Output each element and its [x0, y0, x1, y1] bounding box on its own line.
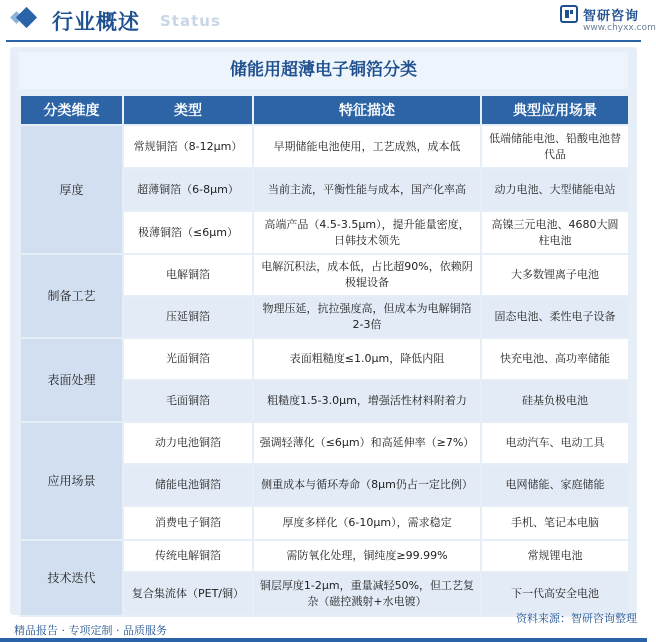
brand-url: www.chyxx.com	[583, 23, 656, 33]
header-diamond-icon	[16, 7, 37, 28]
type-cell: 常规铜箔（8-12μm）	[123, 125, 253, 168]
feature-cell: 粗糙度1.5-3.0μm，增强活性材料附着力	[253, 380, 481, 422]
header-divider	[6, 40, 641, 42]
application-cell: 快充电池、高功率储能	[481, 338, 629, 380]
application-cell: 常规锂电池	[481, 540, 629, 572]
feature-cell: 电解沉积法，成本低，占比超90%，依赖阴极辊设备	[253, 254, 481, 296]
classification-table	[19, 94, 630, 617]
application-cell: 电动汽车、电动工具	[481, 422, 629, 464]
feature-cell: 早期储能电池使用，工艺成熟，成本低	[253, 125, 481, 168]
table-row	[20, 254, 629, 296]
type-cell: 传统电解铜箔	[123, 540, 253, 572]
application-cell: 手机、笔记本电脑	[481, 506, 629, 540]
type-cell: 电解铜箔	[123, 254, 253, 296]
feature-cell: 铜层厚度1-2μm，重量减轻50%，但工艺复杂（磁控溅射+水电镀）	[253, 572, 481, 616]
category-cell: 技术迭代	[20, 540, 123, 616]
type-cell: 消费电子铜箔	[123, 506, 253, 540]
type-cell: 复合集流体（PET/铜）	[123, 572, 253, 616]
header-watermark: Status	[160, 12, 221, 30]
table-row	[20, 422, 629, 464]
application-cell: 动力电池、大型储能电站	[481, 168, 629, 211]
feature-cell: 需防氧化处理，铜纯度≥99.99%	[253, 540, 481, 572]
type-cell: 毛面铜箔	[123, 380, 253, 422]
page-title: 行业概述	[52, 10, 140, 34]
type-cell: 储能电池铜箔	[123, 464, 253, 506]
feature-cell: 当前主流，平衡性能与成本，国产化率高	[253, 168, 481, 211]
table-row	[20, 125, 629, 168]
table-row	[20, 338, 629, 380]
table-header-row	[20, 95, 629, 125]
footer-bar	[0, 638, 647, 642]
feature-cell: 物理压延，抗拉强度高，但成本为电解铜箔2-3倍	[253, 296, 481, 338]
type-cell: 压延铜箔	[123, 296, 253, 338]
type-cell: 极薄铜箔（≤6μm）	[123, 211, 253, 254]
column-header-application: 典型应用场景	[481, 95, 629, 125]
footer-tagline: 精品报告 · 专项定制 · 品质服务	[14, 624, 167, 637]
application-cell: 大多数锂离子电池	[481, 254, 629, 296]
brand-name: 智研咨询	[583, 9, 640, 24]
category-cell: 应用场景	[20, 422, 123, 540]
column-header-feature: 特征描述	[253, 95, 481, 125]
category-cell: 表面处理	[20, 338, 123, 422]
application-cell: 电网储能、家庭储能	[481, 464, 629, 506]
feature-cell: 侧重成本与循环寿命（8μm仍占一定比例）	[253, 464, 481, 506]
feature-cell: 表面粗糙度≤1.0μm，降低内阻	[253, 338, 481, 380]
application-cell: 固态电池、柔性电子设备	[481, 296, 629, 338]
feature-cell: 高端产品（4.5-3.5μm），提升能量密度，日韩技术领先	[253, 211, 481, 254]
table-title: 储能用超薄电子铜箔分类	[19, 52, 628, 89]
type-cell: 光面铜箔	[123, 338, 253, 380]
application-cell: 高镍三元电池、4680大圆柱电池	[481, 211, 629, 254]
brand-logo-icon	[560, 5, 578, 23]
feature-cell: 强调轻薄化（≤6μm）和高延伸率（≥7%）	[253, 422, 481, 464]
application-cell: 低端储能电池、铅酸电池替代品	[481, 125, 629, 168]
application-cell: 下一代高安全电池	[481, 572, 629, 616]
source-note: 资料来源：智研咨询整理	[516, 612, 637, 625]
page-header	[0, 0, 656, 40]
application-cell: 硅基负极电池	[481, 380, 629, 422]
type-cell: 超薄铜箔（6-8μm）	[123, 168, 253, 211]
column-header-dimension: 分类维度	[20, 95, 123, 125]
table-row	[20, 540, 629, 572]
category-cell: 厚度	[20, 125, 123, 254]
type-cell: 动力电池铜箔	[123, 422, 253, 464]
feature-cell: 厚度多样化（6-10μm），需求稳定	[253, 506, 481, 540]
column-header-type: 类型	[123, 95, 253, 125]
category-cell: 制备工艺	[20, 254, 123, 338]
